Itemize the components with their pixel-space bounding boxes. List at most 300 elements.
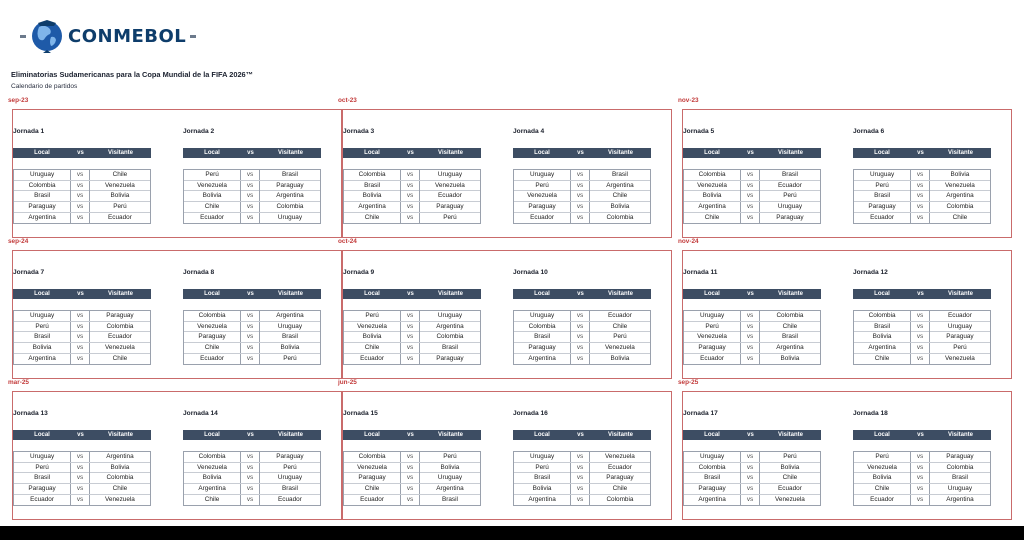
vs-label: vs (71, 354, 90, 364)
header-local: Local (34, 291, 50, 297)
away-team: Bolivia (780, 355, 800, 363)
vs-label: vs (911, 495, 930, 505)
vs-label: vs (911, 343, 930, 353)
vs-label: vs (741, 495, 760, 505)
away-team: Chile (112, 484, 128, 492)
vs-label: vs (71, 213, 90, 223)
vs-label: vs (571, 452, 590, 462)
away-team: Ecuador (778, 484, 802, 492)
home-team: Brasil (344, 181, 401, 191)
match-row (344, 473, 480, 484)
header-local: Local (704, 150, 720, 156)
away-team: Perú (283, 463, 297, 471)
away-team: Perú (443, 452, 457, 460)
away-team: Argentina (606, 181, 634, 189)
home-team: Ecuador (184, 354, 241, 364)
away-team: Ecuador (108, 333, 132, 341)
away-team: Argentina (946, 192, 974, 200)
conmebol-logo (16, 18, 200, 54)
away-team: Chile (782, 322, 798, 330)
match-list (853, 451, 991, 506)
vs-label: vs (741, 213, 760, 223)
vs-label: vs (571, 213, 590, 223)
away-team: Venezuela (605, 343, 635, 351)
home-team: Argentina (14, 354, 71, 364)
away-team: Paraguay (946, 452, 974, 460)
header-vs: vs (77, 432, 84, 438)
away-team: Argentina (436, 322, 464, 330)
away-team: Ecuador (608, 311, 632, 319)
vs-label: vs (741, 343, 760, 353)
away-team: Argentina (276, 192, 304, 200)
vs-label: vs (741, 473, 760, 483)
jornada-header (853, 430, 991, 440)
header-visitante: Visitante (608, 150, 633, 156)
match-list (183, 169, 321, 224)
jornada-title: Jornada 14 (183, 410, 218, 417)
home-team: Brasil (514, 332, 571, 342)
match-row (344, 170, 480, 181)
home-team: Perú (14, 463, 71, 473)
away-team: Chile (612, 322, 628, 330)
period-label: jun-25 (338, 379, 357, 386)
page-title: Eliminatorias Sudamericanas para la Copa Mundial de la FIFA 2026™ (11, 70, 254, 79)
period-block (682, 250, 1012, 379)
away-team: Paraguay (776, 214, 804, 222)
match-row (14, 495, 150, 506)
home-team: Chile (344, 484, 401, 494)
vs-label: vs (571, 311, 590, 321)
vs-label: vs (241, 463, 260, 473)
home-team: Bolivia (514, 484, 571, 494)
away-team: Colombia (106, 322, 134, 330)
header-local: Local (34, 150, 50, 156)
home-team: Venezuela (684, 332, 741, 342)
home-team: Ecuador (344, 354, 401, 364)
header-vs: vs (407, 432, 414, 438)
header-visitante: Visitante (778, 432, 803, 438)
vs-label: vs (911, 322, 930, 332)
header-local: Local (204, 150, 220, 156)
home-team: Paraguay (514, 343, 571, 353)
home-team: Argentina (514, 354, 571, 364)
header-vs: vs (407, 150, 414, 156)
vs-label: vs (571, 170, 590, 180)
home-team: Brasil (14, 332, 71, 342)
header-local: Local (704, 432, 720, 438)
vs-label: vs (911, 202, 930, 212)
match-row (854, 495, 990, 506)
match-row (184, 473, 320, 484)
home-team: Brasil (684, 473, 741, 483)
vs-label: vs (911, 311, 930, 321)
away-team: Uruguay (777, 202, 803, 210)
jornada-header (683, 430, 821, 440)
home-team: Ecuador (684, 354, 741, 364)
jornada-header (343, 148, 481, 158)
jornada-title: Jornada 7 (13, 269, 45, 276)
away-team: Venezuela (605, 452, 635, 460)
vs-label: vs (71, 191, 90, 201)
match-row (344, 484, 480, 495)
vs-label: vs (401, 332, 420, 342)
away-team: Uruguay (947, 322, 973, 330)
home-team: Chile (344, 343, 401, 353)
header-vs: vs (77, 291, 84, 297)
home-team: Paraguay (514, 202, 571, 212)
vs-label: vs (741, 322, 760, 332)
match-row (854, 463, 990, 474)
home-team: Argentina (684, 202, 741, 212)
match-list (343, 310, 481, 365)
period-block (12, 109, 342, 238)
period-block (682, 109, 1012, 238)
home-team: Chile (854, 354, 911, 364)
period-block (342, 250, 672, 379)
match-row (184, 495, 320, 506)
match-row (514, 473, 650, 484)
jornada-title: Jornada 4 (513, 128, 545, 135)
vs-label: vs (241, 202, 260, 212)
home-team: Colombia (854, 311, 911, 321)
home-team: Paraguay (854, 202, 911, 212)
match-row (854, 322, 990, 333)
away-team: Ecuador (108, 214, 132, 222)
vs-label: vs (741, 170, 760, 180)
match-row (184, 213, 320, 224)
jornada-title: Jornada 5 (683, 128, 715, 135)
home-team: Uruguay (684, 311, 741, 321)
period-block (342, 109, 672, 238)
match-row (854, 332, 990, 343)
match-row (854, 484, 990, 495)
vs-label: vs (241, 343, 260, 353)
home-team: Colombia (684, 170, 741, 180)
match-row (14, 354, 150, 365)
match-list (853, 169, 991, 224)
home-team: Bolivia (344, 332, 401, 342)
header-local: Local (874, 291, 890, 297)
match-row (514, 191, 650, 202)
vs-label: vs (241, 354, 260, 364)
jornada-title: Jornada 8 (183, 269, 215, 276)
vs-label: vs (401, 452, 420, 462)
home-team: Chile (854, 484, 911, 494)
match-row (684, 463, 820, 474)
match-row (854, 213, 990, 224)
match-row (344, 191, 480, 202)
vs-label: vs (911, 332, 930, 342)
period-block (682, 391, 1012, 520)
away-team: Venezuela (105, 496, 135, 504)
vs-label: vs (71, 463, 90, 473)
vs-label: vs (71, 322, 90, 332)
away-team: Uruguay (277, 474, 303, 482)
vs-label: vs (401, 181, 420, 191)
home-team: Argentina (184, 484, 241, 494)
home-team: Bolivia (184, 191, 241, 201)
home-team: Brasil (14, 191, 71, 201)
home-team: Venezuela (184, 463, 241, 473)
home-team: Ecuador (184, 213, 241, 223)
jornada-title: Jornada 2 (183, 128, 215, 135)
period-label: sep-23 (8, 97, 29, 104)
match-row (14, 202, 150, 213)
home-team: Bolivia (344, 191, 401, 201)
vs-label: vs (401, 354, 420, 364)
match-row (514, 484, 650, 495)
vs-label: vs (71, 343, 90, 353)
header-visitante: Visitante (278, 150, 303, 156)
home-team: Venezuela (854, 463, 911, 473)
away-team: Argentina (776, 343, 804, 351)
away-team: Chile (952, 214, 968, 222)
home-team: Uruguay (854, 170, 911, 180)
match-row (184, 332, 320, 343)
away-team: Perú (443, 214, 457, 222)
vs-label: vs (71, 452, 90, 462)
away-team: Colombia (106, 474, 134, 482)
home-team: Bolivia (14, 343, 71, 353)
jornada-title: Jornada 16 (513, 410, 548, 417)
match-row (514, 495, 650, 506)
header-visitante: Visitante (438, 432, 463, 438)
jornada-header (183, 430, 321, 440)
home-team: Perú (514, 463, 571, 473)
away-team: Brasil (281, 170, 298, 178)
vs-label: vs (241, 452, 260, 462)
match-row (854, 170, 990, 181)
vs-label: vs (241, 322, 260, 332)
away-team: Argentina (436, 484, 464, 492)
home-team: Uruguay (14, 452, 71, 462)
vs-label: vs (571, 322, 590, 332)
away-team: Chile (112, 355, 128, 363)
vs-label: vs (911, 452, 930, 462)
vs-label: vs (741, 452, 760, 462)
vs-label: vs (241, 473, 260, 483)
match-row (184, 463, 320, 474)
away-team: Bolivia (610, 202, 630, 210)
match-row (184, 354, 320, 365)
header-vs: vs (247, 150, 254, 156)
vs-label: vs (401, 473, 420, 483)
away-team: Brasil (281, 484, 298, 492)
away-team: Brasil (781, 333, 798, 341)
match-list (683, 451, 821, 506)
away-team: Colombia (606, 496, 634, 504)
away-team: Bolivia (280, 343, 300, 351)
vs-label: vs (241, 170, 260, 180)
vs-label: vs (71, 473, 90, 483)
vs-label: vs (241, 484, 260, 494)
home-team: Venezuela (344, 463, 401, 473)
match-row (344, 354, 480, 365)
jornada-title: Jornada 18 (853, 410, 888, 417)
vs-label: vs (401, 463, 420, 473)
home-team: Chile (344, 213, 401, 223)
match-row (14, 452, 150, 463)
away-team: Venezuela (105, 181, 135, 189)
jornada-header (183, 289, 321, 299)
home-team: Brasil (514, 473, 571, 483)
match-row (14, 322, 150, 333)
home-team: Uruguay (514, 452, 571, 462)
period-label: mar-25 (8, 379, 29, 386)
jornada-title: Jornada 6 (853, 128, 885, 135)
vs-label: vs (911, 213, 930, 223)
jornada-header (13, 289, 151, 299)
home-team: Argentina (684, 495, 741, 505)
away-team: Ecuador (778, 181, 802, 189)
match-row (514, 322, 650, 333)
home-team: Bolivia (854, 332, 911, 342)
match-row (684, 311, 820, 322)
match-row (344, 202, 480, 213)
vs-label: vs (401, 484, 420, 494)
away-team: Perú (113, 202, 127, 210)
home-team: Argentina (854, 343, 911, 353)
match-row (684, 354, 820, 365)
match-row (184, 452, 320, 463)
home-team: Perú (684, 322, 741, 332)
home-team: Ecuador (344, 495, 401, 505)
away-team: Argentina (106, 452, 134, 460)
vs-label: vs (401, 322, 420, 332)
jornada-header (343, 430, 481, 440)
away-team: Perú (283, 355, 297, 363)
vs-label: vs (401, 311, 420, 321)
vs-label: vs (911, 181, 930, 191)
jornada-header (513, 289, 651, 299)
match-row (344, 343, 480, 354)
match-row (854, 354, 990, 365)
away-team: Bolivia (780, 463, 800, 471)
header-local: Local (204, 432, 220, 438)
vs-label: vs (571, 332, 590, 342)
match-row (344, 213, 480, 224)
match-row (684, 181, 820, 192)
match-row (514, 213, 650, 224)
jornada-header (853, 148, 991, 158)
vs-label: vs (571, 495, 590, 505)
vs-label: vs (241, 213, 260, 223)
away-team: Colombia (436, 333, 464, 341)
period-block (12, 250, 342, 379)
match-row (184, 170, 320, 181)
home-team: Paraguay (184, 332, 241, 342)
home-team: Uruguay (14, 311, 71, 321)
match-row (14, 170, 150, 181)
vs-label: vs (741, 484, 760, 494)
match-row (344, 332, 480, 343)
match-row (854, 343, 990, 354)
match-row (684, 473, 820, 484)
match-row (344, 452, 480, 463)
jornada-title: Jornada 1 (13, 128, 45, 135)
away-team: Chile (112, 170, 128, 178)
match-row (514, 170, 650, 181)
away-team: Venezuela (775, 496, 805, 504)
period-block (12, 391, 342, 520)
home-team: Colombia (344, 170, 401, 180)
match-row (854, 452, 990, 463)
away-team: Perú (783, 192, 797, 200)
header-visitante: Visitante (608, 291, 633, 297)
jornada-header (683, 289, 821, 299)
header-vs: vs (407, 291, 414, 297)
home-team: Uruguay (14, 170, 71, 180)
match-row (514, 311, 650, 322)
vs-label: vs (71, 332, 90, 342)
home-team: Brasil (14, 473, 71, 483)
jornada-header (343, 289, 481, 299)
home-team: Colombia (14, 181, 71, 191)
home-team: Venezuela (344, 322, 401, 332)
vs-label: vs (741, 463, 760, 473)
header-vs: vs (577, 291, 584, 297)
away-team: Paraguay (276, 181, 304, 189)
away-team: Brasil (781, 170, 798, 178)
match-row (514, 452, 650, 463)
away-team: Uruguay (277, 214, 303, 222)
home-team: Perú (344, 311, 401, 321)
vs-label: vs (571, 181, 590, 191)
match-row (14, 213, 150, 224)
jornada-header (13, 148, 151, 158)
match-row (184, 484, 320, 495)
vs-label: vs (741, 181, 760, 191)
match-list (513, 169, 651, 224)
vs-label: vs (241, 332, 260, 342)
page-subtitle: Calendario de partidos (11, 83, 78, 90)
vs-label: vs (71, 311, 90, 321)
home-team: Brasil (854, 322, 911, 332)
vs-label: vs (71, 181, 90, 191)
away-team: Paraguay (106, 311, 134, 319)
header-local: Local (534, 432, 550, 438)
match-row (854, 181, 990, 192)
jornada-header (513, 430, 651, 440)
away-team: Bolivia (950, 170, 970, 178)
vs-label: vs (401, 495, 420, 505)
away-team: Paraguay (946, 333, 974, 341)
home-team: Bolivia (184, 473, 241, 483)
period-label: sep-24 (8, 238, 29, 245)
vs-label: vs (571, 484, 590, 494)
vs-label: vs (741, 332, 760, 342)
match-list (13, 310, 151, 365)
vs-label: vs (741, 311, 760, 321)
period-label: oct-24 (338, 238, 357, 245)
vs-label: vs (571, 463, 590, 473)
vs-label: vs (911, 191, 930, 201)
match-row (684, 495, 820, 506)
period-label: sep-25 (678, 379, 699, 386)
header-visitante: Visitante (948, 150, 973, 156)
vs-label: vs (571, 473, 590, 483)
header-visitante: Visitante (278, 291, 303, 297)
vs-label: vs (241, 191, 260, 201)
home-team: Argentina (514, 495, 571, 505)
home-team: Paraguay (14, 484, 71, 494)
away-team: Uruguay (947, 484, 973, 492)
jornada-header (683, 148, 821, 158)
away-team: Ecuador (948, 311, 972, 319)
home-team: Venezuela (514, 191, 571, 201)
header-local: Local (34, 432, 50, 438)
header-visitante: Visitante (948, 432, 973, 438)
